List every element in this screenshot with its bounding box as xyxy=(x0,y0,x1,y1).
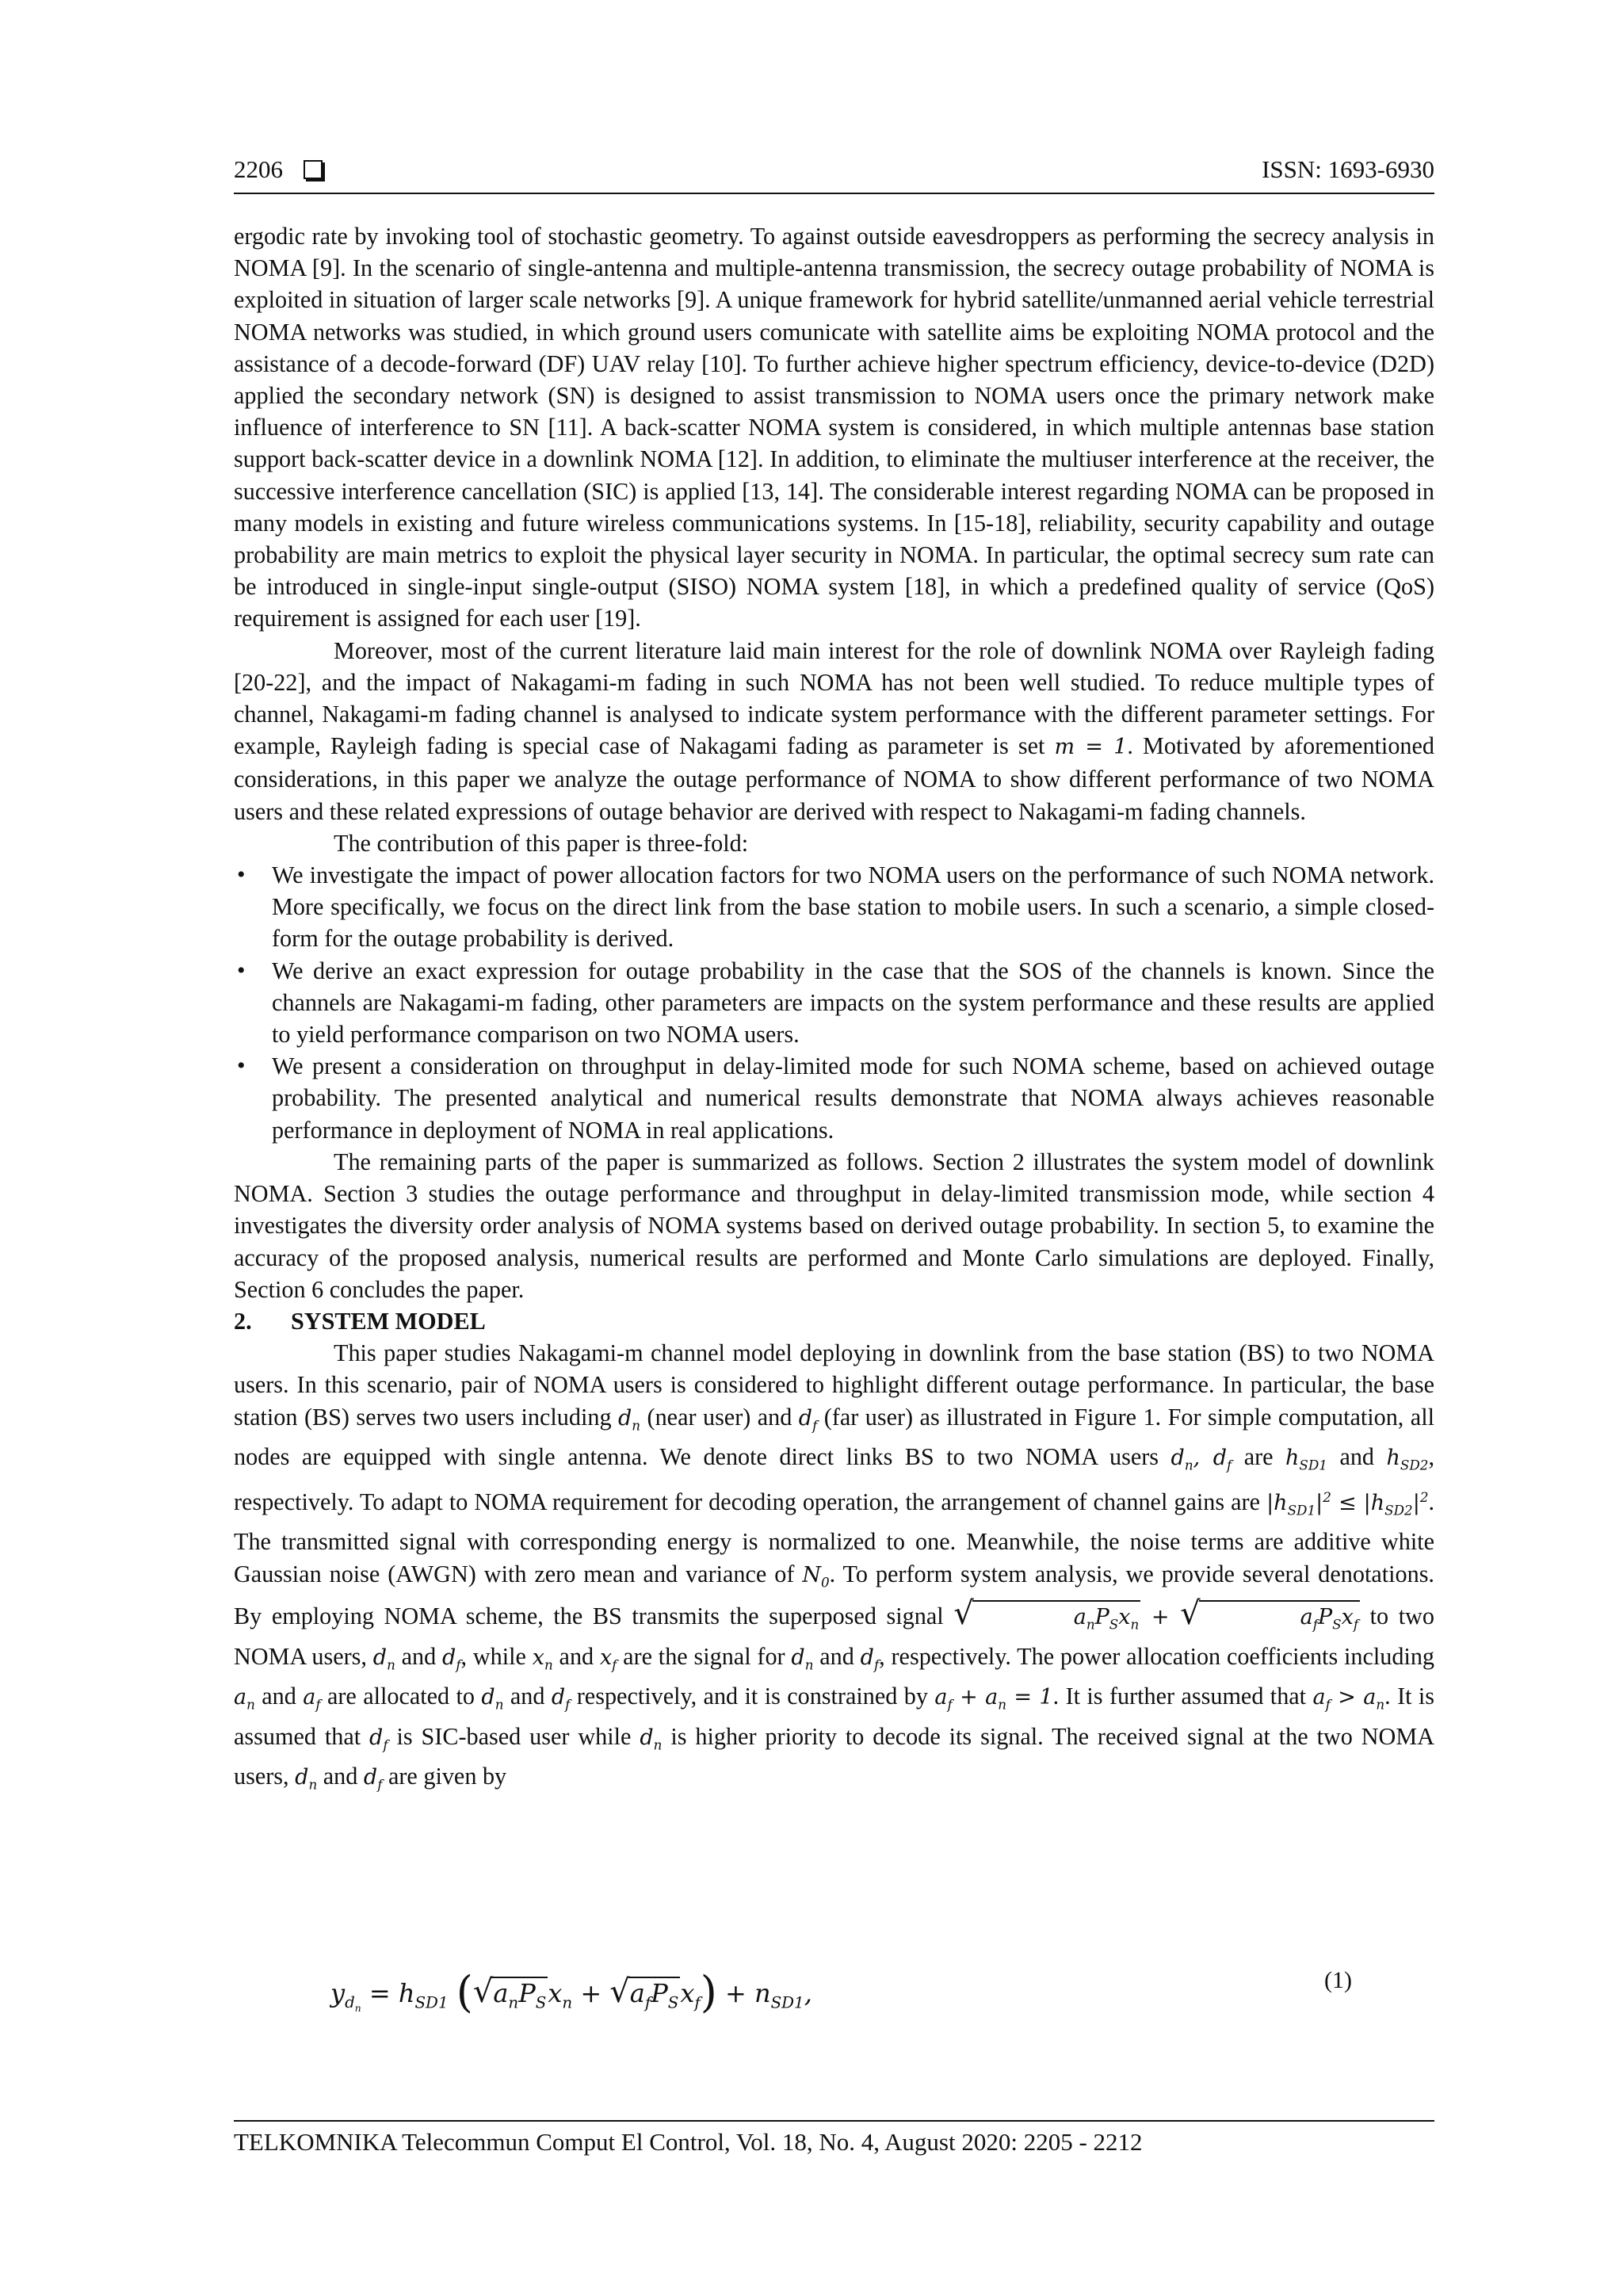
paragraph: Moreover, most of the current literature laid main interest for the role of downlink NOMA over Rayleigh fading [20-22], and the impact of Nakagami-m fading in such NOMA has not been well studied. To reduce multiple types of channel, Nakagami-m fading channel is analysed to indicate system performance with the different parameter settings. For example, Rayleigh fading is special case of Nakagami fading as parameter is set m = 1. Motivated by aforementioned considerations, in this paper we analyze the outage performance of NOMA to show different performance of two NOMA users and these related expressions of outage behavior are derived with respect to Nakagami-m fading channels. xyxy=(234,636,1434,825)
equation-1 xyxy=(234,1956,1434,2017)
bullet-icon: • xyxy=(237,861,246,888)
section-heading: 2. SYSTEM MODEL xyxy=(234,1307,486,1335)
square-icon xyxy=(304,160,323,179)
body-text xyxy=(234,220,1434,1801)
page-number: 2206 xyxy=(234,155,283,183)
list-item: • We derive an exact expression for outage probability in the case that the SOS of the channels is known. Since the channels are Nakagami-m fading, other parameters are impacts on the system performance and these results are applied to yield performance comparison on two NOMA users. xyxy=(234,955,1434,1051)
paragraph: The remaining parts of the paper is summarized as follows. Section 2 illustrates the system model of downlink NOMA. Section 3 studies the outage performance and throughput in delay-limited transmission mode, while section 4 investigates the diversity order analysis of NOMA systems based on derived outage probability. In section 5, to examine the accuracy of the proposed analysis, numerical results are performed and Monte Carlo simulations are deployed. Finally, Section 6 concludes the paper. xyxy=(234,1148,1434,1303)
page-header xyxy=(234,152,1434,187)
equation-number: (1) xyxy=(1324,1967,1352,1993)
equation-expression: $y_{d_n} = h_{SD1}$ $(√a_nP_Sx_n + √a_fP_Sx_f) + n_{SD1}$, xyxy=(330,1967,812,2017)
paragraph: This paper studies Nakagami-m channel model deploying in downlink from the base station (BS) to two NOMA users. In this scenario, pair of NOMA users is considered to highlight different outage performance. In particular, the base station (BS) serves two users including $d_n$ (near user) and $d_f$ (far user) as illustrated in Figure 1. For simple computation, all nodes are equipped with single antenna. We denote direct links BS to two NOMA users $d_n$, $d_f$ are $h_{SD1}$ and $h_{SD2}$, respectively. To adapt to NOMA requirement for decoding operation, the arrangement of channel gains are $|h_{SD1}|^2 \le |h_{SD2}|^2$. The transmitted signal with corresponding energy is normalized to one. Meanwhile, the noise terms are additive white Gaussian noise (AWGN) with zero mean and variance of $N_0$. To perform system analysis, we provide several denotations. By employing NOMA scheme, the BS transmits the superposed signal √ $a_nP_Sx_n$ + √ $a_fP_Sx_f$ to two NOMA users, $d_n$ and $d_f$, while $x_n$ and $x_f$ are the signal for $d_n$ and $d_f$, respectively. The power allocation coefficients including $a_n$ and $a_f$ are allocated to $d_n$ and $d_f$ respectively, and it is constrained by $a_f + a_n = 1$. It is further assumed that $a_f > a_n$. It is assumed that $d_f$ is SIC-based user while $d_n$ is higher priority to decode its signal. The received signal at the two NOMA users, $d_n$ and $d_f$ are given by xyxy=(234,1339,1435,1793)
paragraph: ergodic rate by invoking tool of stochastic geometry. To against outside eavesdroppers as performing the secrecy analysis in NOMA [9]. In the scenario of single-antenna and multiple-antenna transmission, the secrecy outage probability of NOMA is exploited in situation of larger scale networks [9]. A unique framework for hybrid satellite/unmanned aerial vehicle terrestrial NOMA networks was studied, in which ground users comunicate with satellite aims be exploiting NOMA protocol and the assistance of a decode-forward (DF) UAV relay [10]. To further achieve higher spectrum efficiency, device-to-device (D2D) applied the secondary network (SN) is designed to assist transmission to NOMA users once the primary network make influence of interference to SN [11]. A back-scatter NOMA system is considered, in which multiple antennas base station support back-scatter device in a downlink NOMA [12]. In addition, to eliminate the multiuser interference at the receiver, the successive interference cancellation (SIC) is applied [13, 14]. The considerable interest regarding NOMA can be proposed in many models in existing and future wireless communications systems. In [15-18], reliability, security capability and outage probability are main metrics to exploit the physical layer security in NOMA. In particular, the optimal secrecy sum rate can be introduced in single-input single-output (SISO) NOMA system [18], in which a predefined quality of service (QoS) requirement is assigned for each user [19]. xyxy=(234,223,1434,632)
bullet-icon: • xyxy=(237,1052,246,1079)
contribution-list xyxy=(234,859,1434,1146)
bullet-icon: • xyxy=(237,957,246,984)
footer-rule xyxy=(234,2120,1434,2122)
paragraph: The contribution of this paper is three-fold: xyxy=(334,829,749,857)
list-item: • We investigate the impact of power allocation factors for two NOMA users on the performance of such NOMA network. More specifically, we focus on the direct link from the base station to mobile users. In such a scenario, a simple closed-form for the outage probability is derived. xyxy=(234,859,1434,955)
issn: ISSN: 1693-6930 xyxy=(1262,155,1434,183)
page-footer: TELKOMNIKA Telecommun Comput El Control, Vol. 18, No. 4, August 2020: 2205 - 2212 xyxy=(234,2128,1143,2156)
list-item: • We present a consideration on throughput in delay-limited mode for such NOMA scheme, based on achieved outage probability. The presented analytical and numerical results demonstrate that NOMA always achieves reasonable performance in deployment of NOMA in real applications. xyxy=(234,1050,1434,1146)
header-rule xyxy=(234,193,1434,194)
